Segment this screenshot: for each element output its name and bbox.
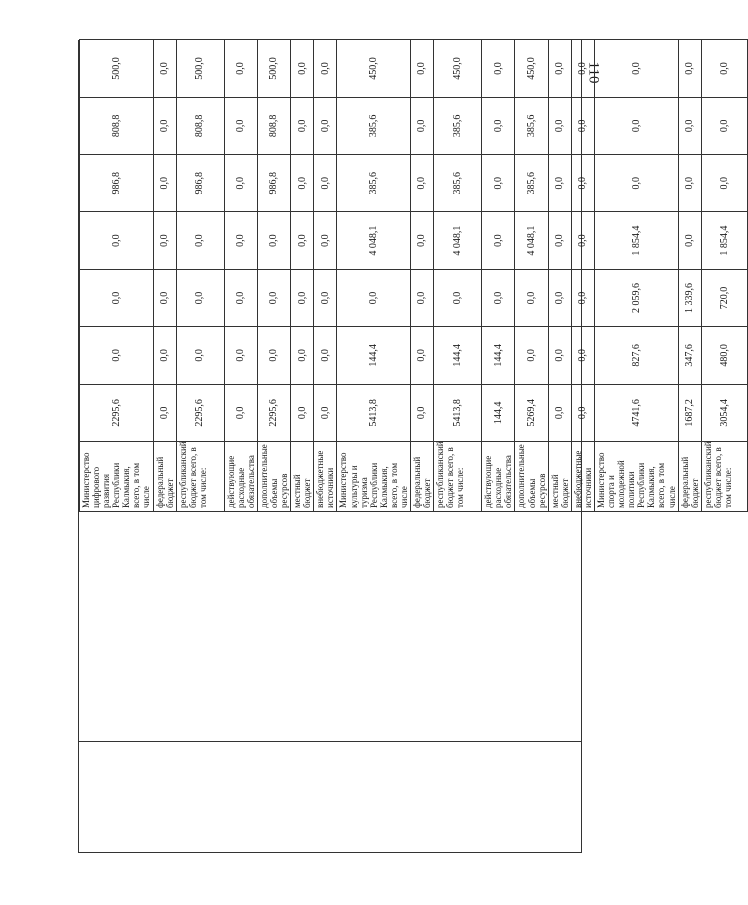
value-cell: 0,0: [153, 269, 176, 326]
value-cell: 0,0: [153, 212, 176, 269]
table-row: [176, 40, 224, 512]
value-cell: 0,0: [571, 155, 594, 212]
value-cell: 2295,6: [176, 384, 224, 441]
value-cell: 0,0: [314, 97, 337, 154]
value-cell: 0,0: [314, 384, 337, 441]
value-cell: 0,0: [571, 212, 594, 269]
value-cell: 0,0: [291, 269, 314, 326]
table-row: [571, 40, 594, 512]
value-cell: 0,0: [482, 97, 515, 154]
table-row: [678, 40, 701, 512]
value-cell: 0,0: [548, 40, 571, 97]
table-row: [594, 40, 678, 512]
value-cell: 0,0: [337, 269, 411, 326]
value-cell: 3054,4: [701, 384, 747, 441]
value-cell: 0,0: [257, 327, 290, 384]
value-cell: 0,0: [291, 212, 314, 269]
value-cell: 0,0: [314, 212, 337, 269]
value-cell: 0,0: [291, 155, 314, 212]
value-cell: 450,0: [337, 40, 411, 97]
table-row: [291, 40, 314, 512]
row-label: дополнительные объемы ресурсов: [515, 442, 548, 512]
table-row: [482, 40, 515, 512]
value-cell: 0,0: [411, 155, 434, 212]
value-cell: 0,0: [678, 155, 701, 212]
value-cell: 0,0: [291, 327, 314, 384]
value-cell: 347,6: [678, 327, 701, 384]
value-cell: 0,0: [224, 384, 257, 441]
value-cell: 0,0: [291, 97, 314, 154]
value-cell: 0,0: [548, 212, 571, 269]
row-label: Министерство культуры и туризма Республики Калмыкия, всего, в том числе: [337, 442, 411, 512]
value-cell: 1 854,4: [594, 212, 678, 269]
value-cell: 0,0: [482, 155, 515, 212]
value-cell: 0,0: [411, 97, 434, 154]
table-row: [434, 40, 482, 512]
value-cell: 0,0: [482, 40, 515, 97]
value-cell: 0,0: [314, 269, 337, 326]
value-cell: 0,0: [515, 327, 548, 384]
value-cell: 0,0: [701, 97, 747, 154]
value-cell: 0,0: [257, 212, 290, 269]
value-cell: 0,0: [434, 269, 482, 326]
value-cell: 2295,6: [80, 384, 154, 441]
value-cell: 0,0: [701, 40, 747, 97]
table-row: [314, 40, 337, 512]
value-cell: 450,0: [515, 40, 548, 97]
row-label: Министерство цифрового развития Республики Калмыкия, всего, в том числе: [80, 442, 154, 512]
value-cell: 0,0: [411, 327, 434, 384]
value-cell: 0,0: [678, 212, 701, 269]
row-label: федеральный бюджет: [153, 442, 176, 512]
value-cell: 720,0: [701, 269, 747, 326]
value-cell: 0,0: [257, 269, 290, 326]
value-cell: 986,8: [80, 155, 154, 212]
value-cell: 0,0: [548, 97, 571, 154]
value-cell: 0,0: [176, 327, 224, 384]
value-cell: 4 048,1: [434, 212, 482, 269]
value-cell: 385,6: [434, 155, 482, 212]
row-label: федеральный бюджет: [678, 442, 701, 512]
value-cell: 385,6: [337, 97, 411, 154]
value-cell: 144,4: [434, 327, 482, 384]
value-cell: 0,0: [701, 155, 747, 212]
value-cell: 0,0: [411, 212, 434, 269]
value-cell: 0,0: [594, 155, 678, 212]
value-cell: 0,0: [80, 269, 154, 326]
value-cell: 500,0: [80, 40, 154, 97]
value-cell: 0,0: [571, 269, 594, 326]
row-label: действующие расходные обязательства: [482, 442, 515, 512]
value-cell: 986,8: [176, 155, 224, 212]
value-cell: 0,0: [678, 97, 701, 154]
value-cell: 808,8: [80, 97, 154, 154]
value-cell: 0,0: [594, 97, 678, 154]
value-cell: 0,0: [153, 327, 176, 384]
value-cell: 144,4: [482, 327, 515, 384]
value-cell: 385,6: [515, 155, 548, 212]
value-cell: 0,0: [411, 269, 434, 326]
value-cell: 385,6: [515, 97, 548, 154]
row-label: местный бюджет: [291, 442, 314, 512]
page-number: 110: [585, 61, 602, 84]
value-cell: 0,0: [153, 384, 176, 441]
value-cell: 480,0: [701, 327, 747, 384]
table-row: [153, 40, 176, 512]
value-cell: 144,4: [337, 327, 411, 384]
value-cell: 0,0: [482, 269, 515, 326]
value-cell: 0,0: [571, 40, 594, 97]
value-cell: 1687,2: [678, 384, 701, 441]
value-cell: 0,0: [153, 97, 176, 154]
value-cell: 0,0: [80, 212, 154, 269]
value-cell: 808,8: [257, 97, 290, 154]
empty-column-number: [79, 741, 581, 852]
value-cell: 0,0: [548, 384, 571, 441]
row-label: действующие расходные обязательства: [224, 442, 257, 512]
value-cell: 0,0: [571, 384, 594, 441]
budget-table-body: [80, 40, 748, 512]
value-cell: 0,0: [224, 155, 257, 212]
value-cell: 385,6: [434, 97, 482, 154]
row-label: местный бюджет: [548, 442, 571, 512]
value-cell: 0,0: [314, 155, 337, 212]
value-cell: 0,0: [571, 327, 594, 384]
table-row: [337, 40, 411, 512]
value-cell: 986,8: [257, 155, 290, 212]
value-cell: 1 854,4: [701, 212, 747, 269]
value-cell: 0,0: [548, 269, 571, 326]
value-cell: 0,0: [515, 269, 548, 326]
value-cell: 1 339,6: [678, 269, 701, 326]
value-cell: 500,0: [257, 40, 290, 97]
table-row: [257, 40, 290, 512]
value-cell: 500,0: [176, 40, 224, 97]
value-cell: 4741,6: [594, 384, 678, 441]
value-cell: 4 048,1: [515, 212, 548, 269]
value-cell: 0,0: [571, 97, 594, 154]
table-row: [224, 40, 257, 512]
table-row: [701, 40, 747, 512]
value-cell: 0,0: [411, 40, 434, 97]
value-cell: 4 048,1: [337, 212, 411, 269]
value-cell: 0,0: [176, 269, 224, 326]
empty-column-name: [79, 511, 581, 742]
value-cell: 2295,6: [257, 384, 290, 441]
value-cell: 0,0: [291, 40, 314, 97]
row-label: дополнительные объемы ресурсов: [257, 442, 290, 512]
value-cell: 5269,4: [515, 384, 548, 441]
value-cell: 0,0: [224, 327, 257, 384]
value-cell: 0,0: [314, 327, 337, 384]
value-cell: 0,0: [176, 212, 224, 269]
row-label: республиканский бюджет всего, в том числе:: [701, 442, 747, 512]
row-label: внебюджетные источники: [314, 442, 337, 512]
value-cell: 144,4: [482, 384, 515, 441]
value-cell: 808,8: [176, 97, 224, 154]
value-cell: 0,0: [80, 327, 154, 384]
value-cell: 0,0: [291, 384, 314, 441]
budget-table: [79, 39, 748, 512]
value-cell: 2 059,6: [594, 269, 678, 326]
value-cell: 0,0: [548, 327, 571, 384]
value-cell: 0,0: [482, 212, 515, 269]
value-cell: 827,6: [594, 327, 678, 384]
row-label: федеральный бюджет: [411, 442, 434, 512]
value-cell: 5413,8: [337, 384, 411, 441]
value-cell: 0,0: [678, 40, 701, 97]
table-row: [411, 40, 434, 512]
value-cell: 5413,8: [434, 384, 482, 441]
value-cell: 0,0: [153, 40, 176, 97]
value-cell: 0,0: [594, 40, 678, 97]
row-label: Министерство спорта и молодежной политики Республики Калмыкия, всего, в том числе: [594, 442, 678, 512]
value-cell: 0,0: [548, 155, 571, 212]
value-cell: 0,0: [224, 269, 257, 326]
value-cell: 450,0: [434, 40, 482, 97]
row-label: республиканский бюджет всего, в том числе:: [434, 442, 482, 512]
value-cell: 0,0: [314, 40, 337, 97]
row-label: республиканский бюджет всего, в том числе:: [176, 442, 224, 512]
table-row: [515, 40, 548, 512]
value-cell: 385,6: [337, 155, 411, 212]
row-label: внебюджетные источники: [571, 442, 594, 512]
value-cell: 0,0: [224, 40, 257, 97]
table-row: [548, 40, 571, 512]
value-cell: 0,0: [411, 384, 434, 441]
value-cell: 0,0: [224, 97, 257, 154]
table-row: [80, 40, 154, 512]
value-cell: 0,0: [153, 155, 176, 212]
value-cell: 0,0: [224, 212, 257, 269]
